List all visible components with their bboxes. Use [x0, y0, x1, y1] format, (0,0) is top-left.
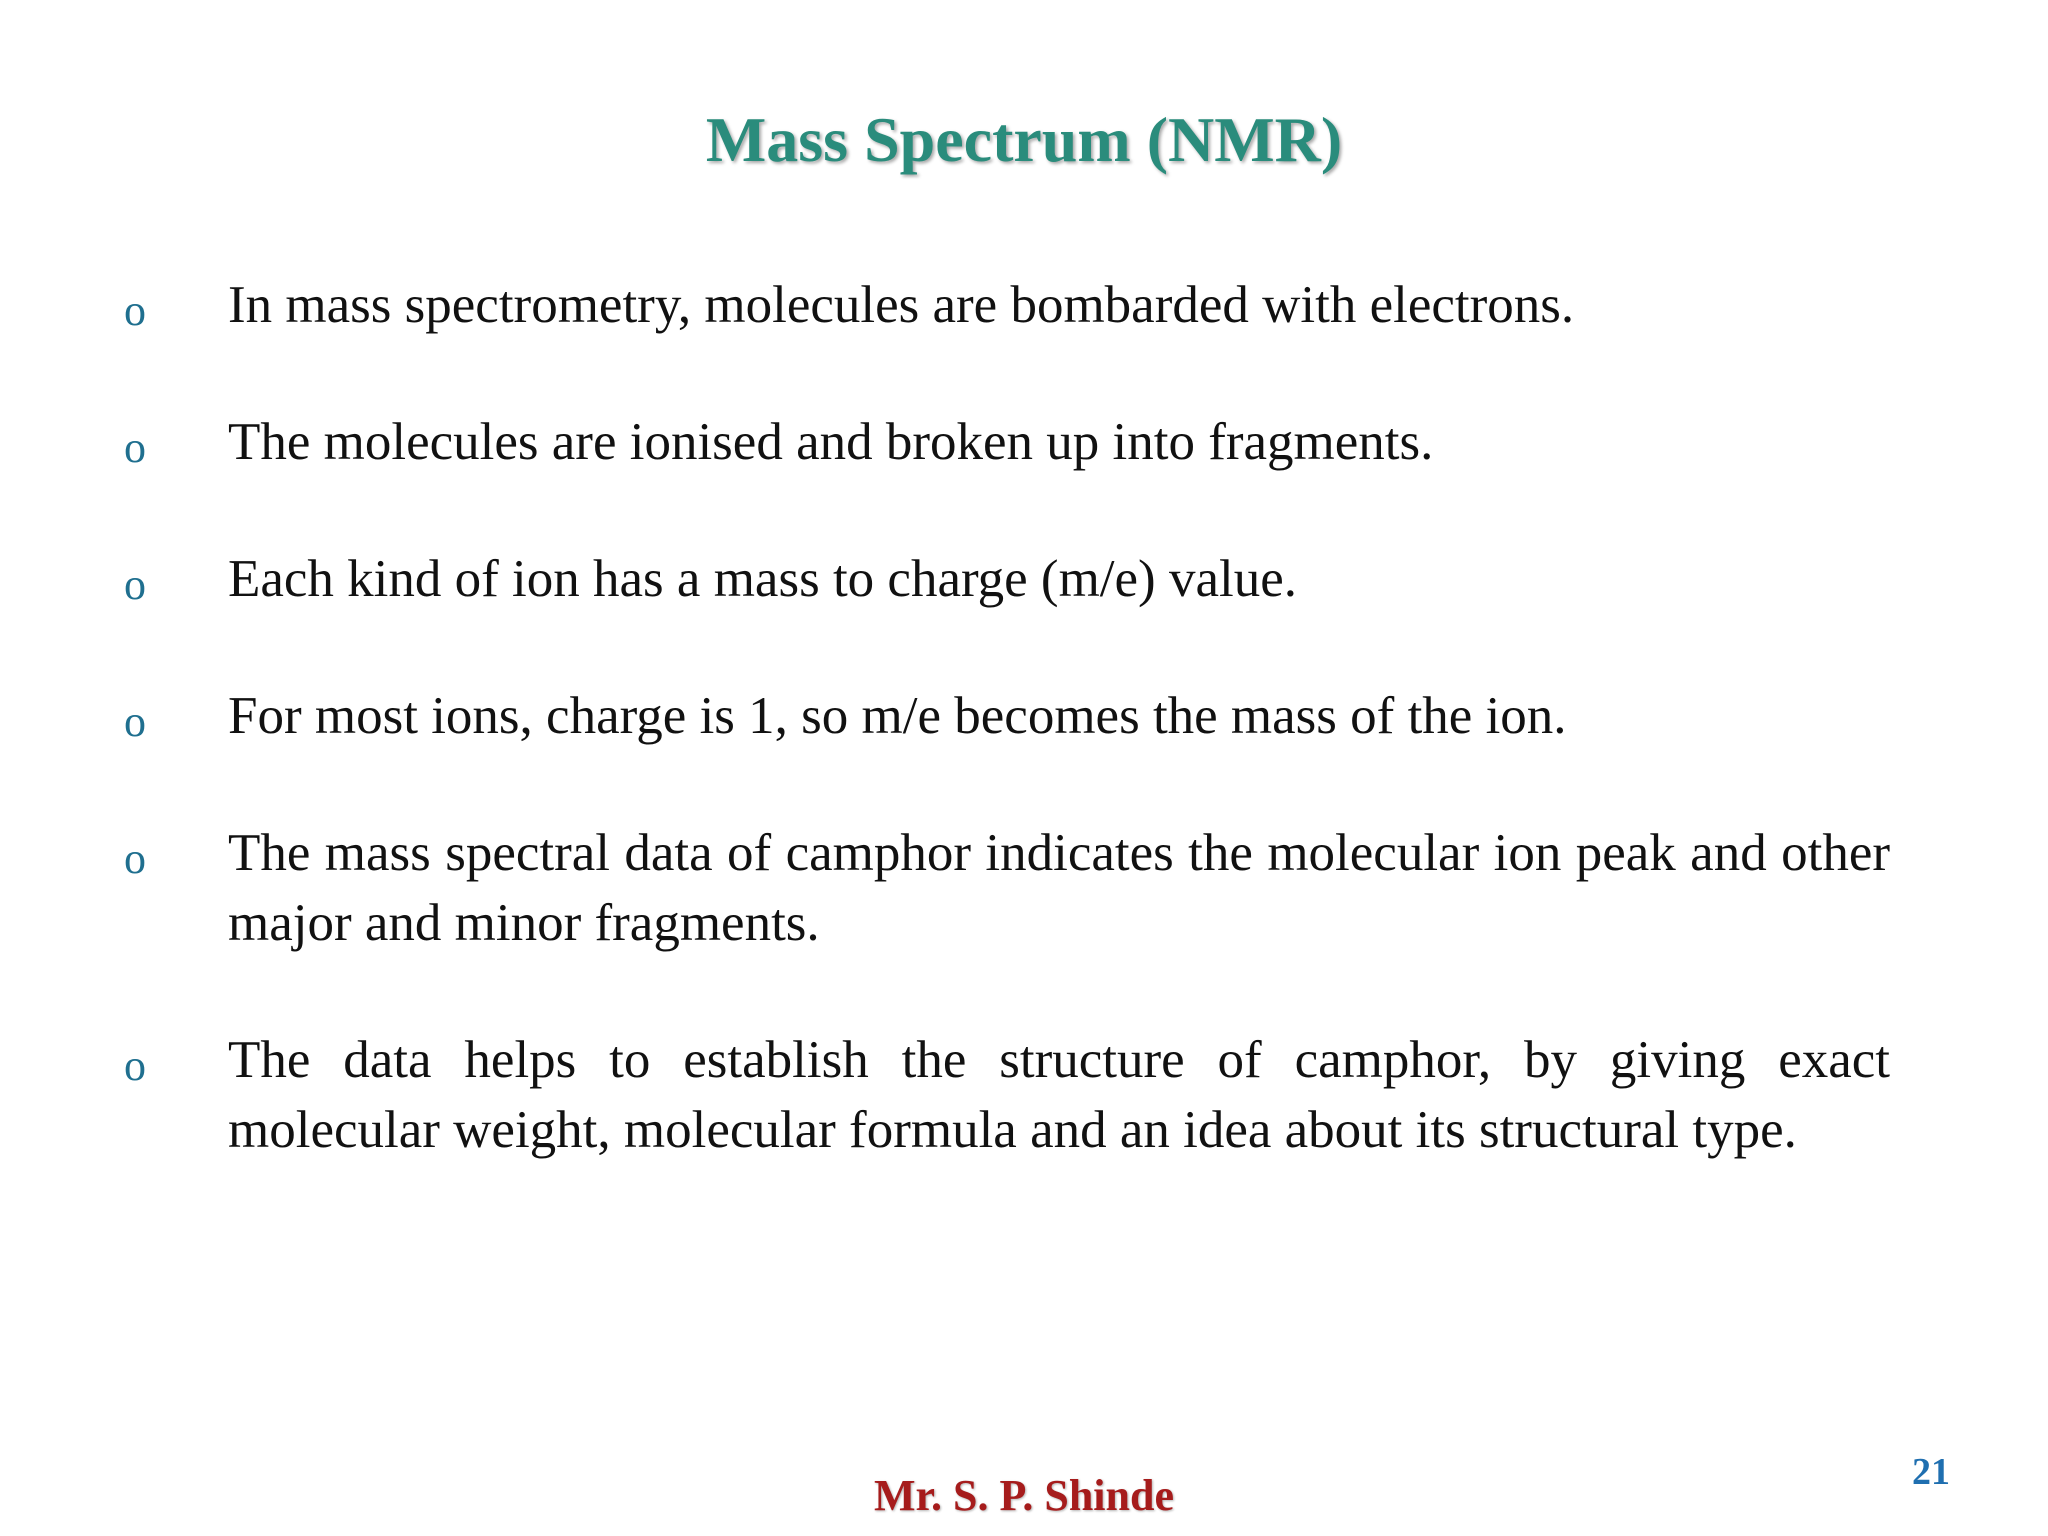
slide-title: Mass Spectrum (NMR): [705, 104, 1343, 175]
list-item: [0, 544, 2048, 614]
page-number: 21: [1912, 1451, 1950, 1493]
bullet-marker-icon: o: [124, 560, 146, 609]
bullet-text: The molecules are ionised and broken up into fragments.: [228, 413, 1434, 471]
bullet-marker-icon: o: [124, 834, 146, 883]
author-name: Mr. S. P. Shinde: [874, 1471, 1174, 1520]
bullet-text: The data helps to establish the structure of camphor, by giving exact molecular weight, molecular formula and an idea about its structural type.: [228, 1031, 1890, 1159]
bullet-marker-icon: o: [124, 423, 146, 472]
bullet-marker-icon: o: [124, 1041, 146, 1090]
bullet-text: The mass spectral data of camphor indicates the molecular ion peak and other major and minor fragments.: [228, 824, 1890, 952]
bullet-text: In mass spectrometry, molecules are bombarded with electrons.: [228, 276, 1575, 334]
bullet-text: For most ions, charge is 1, so m/e becomes the mass of the ion.: [228, 687, 1567, 745]
list-item: [0, 407, 2048, 477]
list-item: [0, 1025, 2048, 1165]
bullet-list: [0, 270, 2048, 1232]
list-item: [0, 818, 2048, 958]
bullet-marker-icon: o: [124, 286, 146, 335]
bullet-text: Each kind of ion has a mass to charge (m/e) value.: [228, 550, 1297, 608]
bullet-marker-icon: o: [124, 697, 146, 746]
list-item: [0, 681, 2048, 751]
list-item: [0, 270, 2048, 340]
